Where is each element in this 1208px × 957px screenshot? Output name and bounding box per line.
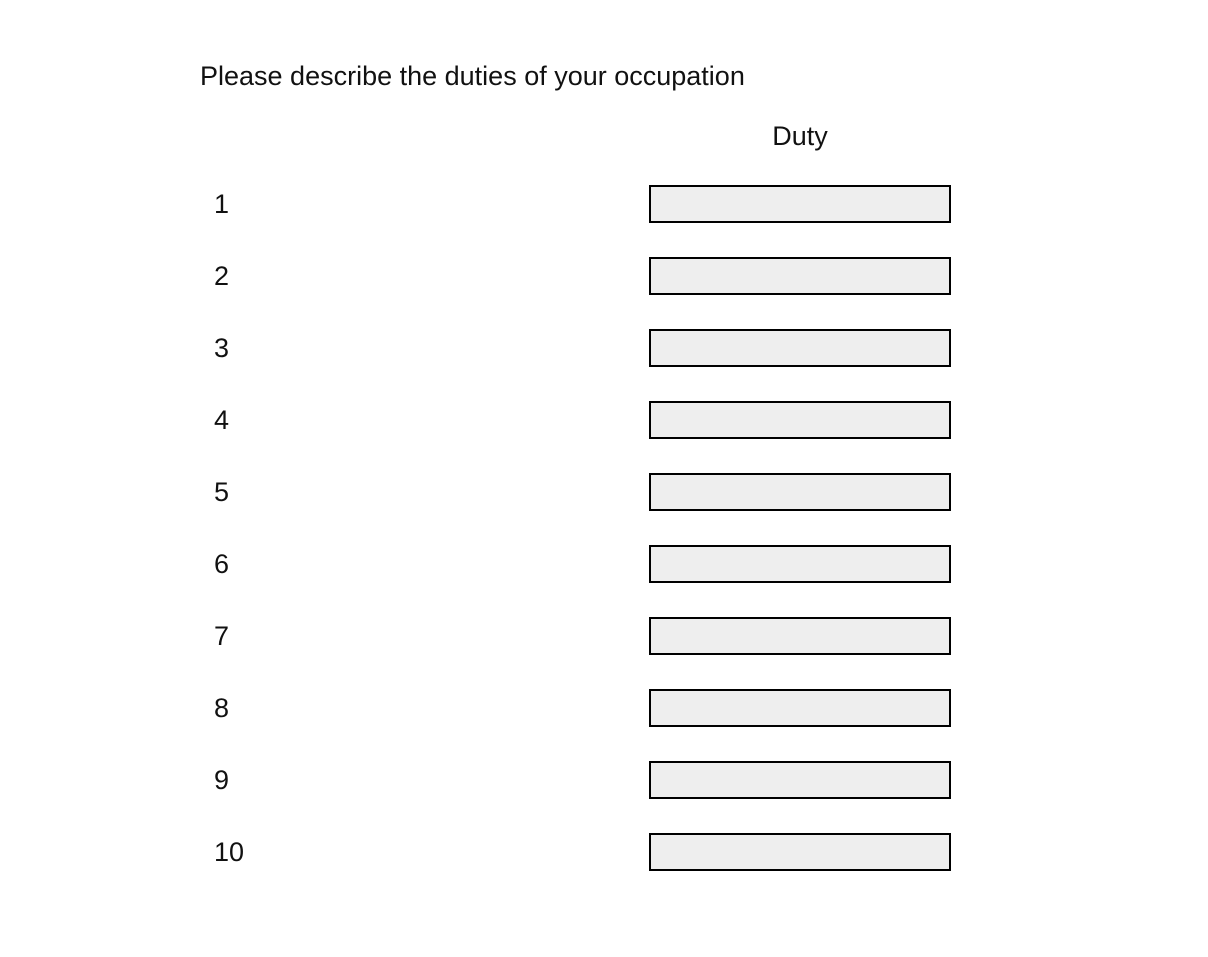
duty-row-1 <box>0 185 1208 223</box>
duty-input-2[interactable] <box>649 257 951 295</box>
duty-row-5 <box>0 473 1208 511</box>
row-label: 2 <box>214 261 230 291</box>
duty-input-3[interactable] <box>649 329 951 367</box>
duty-row-8 <box>0 689 1208 727</box>
row-label: 10 <box>214 837 245 867</box>
row-label: 1 <box>214 189 230 219</box>
duty-row-9 <box>0 761 1208 799</box>
row-label: 8 <box>214 693 230 723</box>
duty-input-8[interactable] <box>649 689 951 727</box>
duty-input-9[interactable] <box>649 761 951 799</box>
duty-column-header: Duty <box>772 121 828 151</box>
row-label: 4 <box>214 405 230 435</box>
duty-row-7 <box>0 617 1208 655</box>
question-text: Please describe the duties of your occupation <box>200 61 745 91</box>
duty-row-4 <box>0 401 1208 439</box>
duty-row-3 <box>0 329 1208 367</box>
duty-input-5[interactable] <box>649 473 951 511</box>
row-label: 7 <box>214 621 230 651</box>
duty-input-4[interactable] <box>649 401 951 439</box>
row-label: 3 <box>214 333 230 363</box>
duty-row-10 <box>0 833 1208 871</box>
duty-input-6[interactable] <box>649 545 951 583</box>
duty-input-1[interactable] <box>649 185 951 223</box>
duty-input-7[interactable] <box>649 617 951 655</box>
duty-row-2 <box>0 257 1208 295</box>
row-label: 5 <box>214 477 230 507</box>
row-label: 6 <box>214 549 230 579</box>
duty-row-6 <box>0 545 1208 583</box>
duty-input-10[interactable] <box>649 833 951 871</box>
row-label: 9 <box>214 765 230 795</box>
